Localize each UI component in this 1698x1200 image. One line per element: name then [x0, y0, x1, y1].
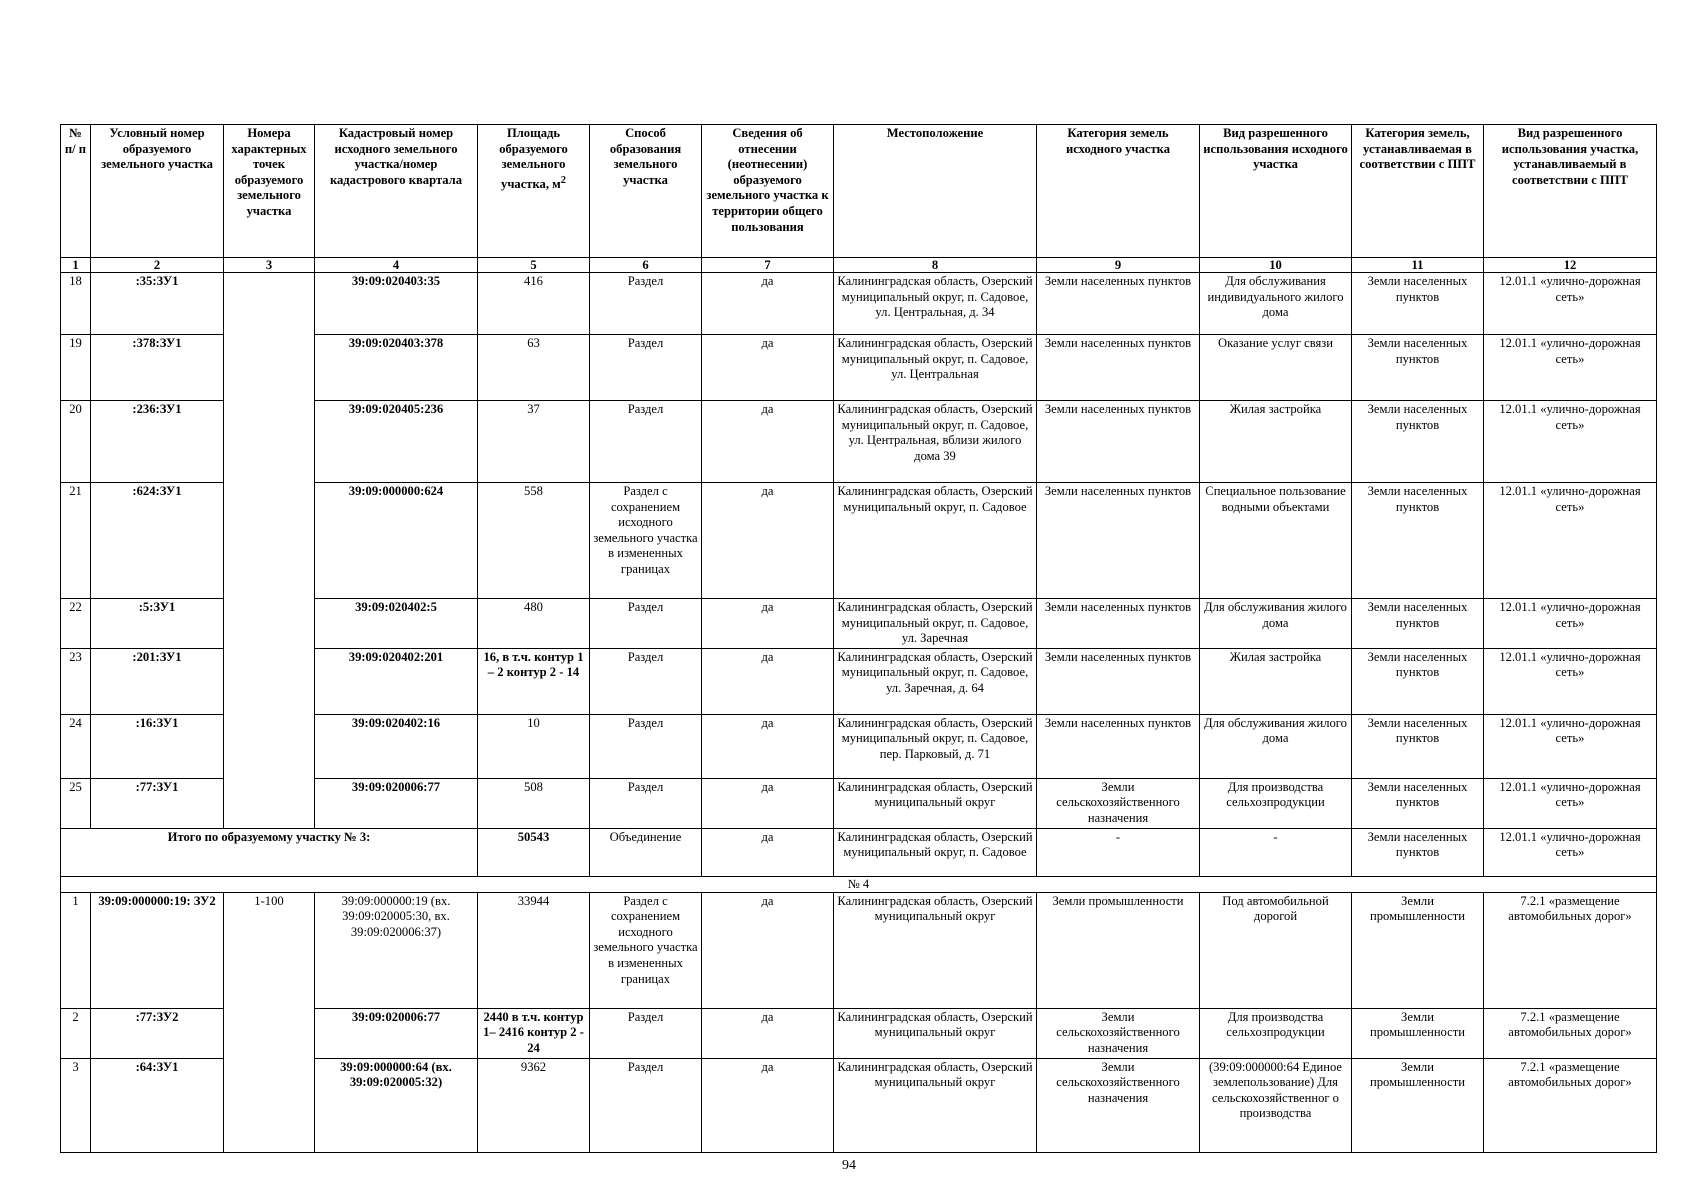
category-ppt: Земли промышленности — [1352, 1058, 1484, 1152]
header-cell: Способ образования земельного участка — [590, 125, 702, 258]
use-ppt: 12.01.1 «улично-дорожная сеть» — [1484, 778, 1657, 828]
category-source: Земли населенных пунктов — [1037, 273, 1200, 335]
conditional-number: :201:ЗУ1 — [91, 648, 224, 714]
area-value: 2440 в т.ч. контур 1– 2416 контур 2 - 24 — [478, 1008, 590, 1058]
use-ppt: 7.2.1 «размещение автомобильных дорог» — [1484, 892, 1657, 1008]
conditional-number: :624:ЗУ1 — [91, 483, 224, 599]
location: Калининградская область, Озерский муниципальный округ — [834, 778, 1037, 828]
total-location: Калининградская область, Озерский муниципальный округ, п. Садовое — [834, 828, 1037, 876]
use-source: Оказание услуг связи — [1200, 335, 1352, 401]
category-source: Земли населенных пунктов — [1037, 648, 1200, 714]
conditional-number: :5:ЗУ1 — [91, 599, 224, 649]
header-cell: Кадастровый номер исходного земельного участка/номер кадастрового квартала — [315, 125, 478, 258]
total-row — [61, 828, 1657, 876]
use-source: Для производства сельхозпродукции — [1200, 778, 1352, 828]
row-number: 19 — [61, 335, 91, 401]
cadastral-number: 39:09:020402:201 — [315, 648, 478, 714]
header-cell: Вид разрешенного использования участка, устанавливаемый в соответствии с ППТ — [1484, 125, 1657, 258]
location: Калининградская область, Озерский муниципальный округ — [834, 892, 1037, 1008]
column-number: 6 — [590, 258, 702, 273]
column-number: 2 — [91, 258, 224, 273]
area-value: 16, в т.ч. контур 1 – 2 контур 2 - 14 — [478, 648, 590, 714]
total-public: да — [702, 828, 834, 876]
public-use-flag: да — [702, 648, 834, 714]
land-plots-table — [60, 124, 1657, 1153]
column-number: 7 — [702, 258, 834, 273]
column-number: 11 — [1352, 258, 1484, 273]
conditional-number: :77:ЗУ1 — [91, 778, 224, 828]
header-cell: № п/ п — [61, 125, 91, 258]
header-cell: Категория земель исходного участка — [1037, 125, 1200, 258]
row-number: 18 — [61, 273, 91, 335]
formation-method: Раздел — [590, 778, 702, 828]
category-source: Земли промышленности — [1037, 892, 1200, 1008]
use-source: Для обслуживания жилого дома — [1200, 714, 1352, 778]
category-ppt: Земли населенных пунктов — [1352, 401, 1484, 483]
formation-method: Раздел — [590, 335, 702, 401]
column-number-row — [61, 258, 1657, 273]
formation-method: Раздел с сохранением исходного земельного участка в измененных границах — [590, 483, 702, 599]
location: Калининградская область, Озерский муниципальный округ, п. Садовое, пер. Парковый, д. 71 — [834, 714, 1037, 778]
total-category-source: - — [1037, 828, 1200, 876]
use-source: Специальное пользование водными объектами — [1200, 483, 1352, 599]
column-number: 3 — [224, 258, 315, 273]
section-3-total — [61, 828, 1657, 892]
total-category-ppt: Земли населенных пунктов — [1352, 828, 1484, 876]
cadastral-number: 39:09:000000:64 (вх. 39:09:020005:32) — [315, 1058, 478, 1152]
conditional-number: :16:ЗУ1 — [91, 714, 224, 778]
header-cell: Местоположение — [834, 125, 1037, 258]
section-4-heading: № 4 — [61, 876, 1657, 892]
category-source: Земли населенных пунктов — [1037, 483, 1200, 599]
formation-method: Раздел с сохранением исходного земельного участка в измененных границах — [590, 892, 702, 1008]
row-number: 25 — [61, 778, 91, 828]
column-number: 5 — [478, 258, 590, 273]
use-source: Жилая застройка — [1200, 648, 1352, 714]
use-source: Под автомобильной дорогой — [1200, 892, 1352, 1008]
conditional-number: :35:ЗУ1 — [91, 273, 224, 335]
total-method: Объединение — [590, 828, 702, 876]
use-source: Жилая застройка — [1200, 401, 1352, 483]
header-cell: Номера характерных точек образуемого земельного участка — [224, 125, 315, 258]
total-area: 50543 — [478, 828, 590, 876]
location: Калининградская область, Озерский муниципальный округ, п. Садовое, ул. Центральная, вблизи жилого дома 39 — [834, 401, 1037, 483]
cadastral-number: 39:09:020403:35 — [315, 273, 478, 335]
location: Калининградская область, Озерский муниципальный округ, п. Садовое, ул. Центральная — [834, 335, 1037, 401]
column-number: 9 — [1037, 258, 1200, 273]
category-source: Земли населенных пунктов — [1037, 714, 1200, 778]
header-cell: Площадь образуемого земельного участка, $м^2$ — [478, 125, 590, 258]
category-source: Земли сельскохозяйственного назначения — [1037, 778, 1200, 828]
formation-method: Раздел — [590, 599, 702, 649]
use-ppt: 12.01.1 «улично-дорожная сеть» — [1484, 714, 1657, 778]
area-value: 37 — [478, 401, 590, 483]
location: Калининградская область, Озерский муниципальный округ, п. Садовое, ул. Центральная, д. 34 — [834, 273, 1037, 335]
page-number: 94 — [842, 1158, 856, 1173]
total-use-source: - — [1200, 828, 1352, 876]
public-use-flag: да — [702, 401, 834, 483]
use-ppt: 12.01.1 «улично-дорожная сеть» — [1484, 483, 1657, 599]
column-number: 8 — [834, 258, 1037, 273]
table-row — [61, 273, 1657, 335]
cadastral-number: 39:09:020006:77 — [315, 1008, 478, 1058]
use-ppt: 7.2.1 «размещение автомобильных дорог» — [1484, 1058, 1657, 1152]
column-number: 4 — [315, 258, 478, 273]
public-use-flag: да — [702, 892, 834, 1008]
location: Калининградская область, Озерский муниципальный округ, п. Садовое — [834, 483, 1037, 599]
use-ppt: 7.2.1 «размещение автомобильных дорог» — [1484, 1008, 1657, 1058]
points-cell — [224, 273, 315, 829]
location: Калининградская область, Озерский муниципальный округ, п. Садовое, ул. Заречная, д. 64 — [834, 648, 1037, 714]
category-source: Земли сельскохозяйственного назначения — [1037, 1008, 1200, 1058]
row-number: 22 — [61, 599, 91, 649]
section-3-rows — [61, 273, 1657, 829]
area-value: 480 — [478, 599, 590, 649]
cadastral-number: 39:09:000000:19 (вх. 39:09:020005:30, вх. 39:09:020006:37) — [315, 892, 478, 1008]
column-number: 12 — [1484, 258, 1657, 273]
use-source: Для обслуживания жилого дома — [1200, 599, 1352, 649]
row-number: 23 — [61, 648, 91, 714]
formation-method: Раздел — [590, 648, 702, 714]
cadastral-number: 39:09:020405:236 — [315, 401, 478, 483]
column-number: 1 — [61, 258, 91, 273]
public-use-flag: да — [702, 1058, 834, 1152]
public-use-flag: да — [702, 483, 834, 599]
row-number: 3 — [61, 1058, 91, 1152]
section-4-rows — [61, 892, 1657, 1152]
area-value: 558 — [478, 483, 590, 599]
public-use-flag: да — [702, 599, 834, 649]
cadastral-number: 39:09:020006:77 — [315, 778, 478, 828]
area-value: 9362 — [478, 1058, 590, 1152]
category-ppt: Земли промышленности — [1352, 1008, 1484, 1058]
conditional-number: 39:09:000000:19: ЗУ2 — [91, 892, 224, 1008]
section-heading-row — [61, 876, 1657, 892]
formation-method: Раздел — [590, 714, 702, 778]
header-row — [61, 125, 1657, 258]
header-cell: Вид разрешенного использования исходного участка — [1200, 125, 1352, 258]
row-number: 21 — [61, 483, 91, 599]
category-ppt: Земли промышленности — [1352, 892, 1484, 1008]
category-source: Земли населенных пунктов — [1037, 401, 1200, 483]
public-use-flag: да — [702, 273, 834, 335]
conditional-number: :77:ЗУ2 — [91, 1008, 224, 1058]
row-number: 20 — [61, 401, 91, 483]
public-use-flag: да — [702, 335, 834, 401]
category-source: Земли населенных пунктов — [1037, 335, 1200, 401]
location: Калининградская область, Озерский муниципальный округ, п. Садовое, ул. Заречная — [834, 599, 1037, 649]
conditional-number: :378:ЗУ1 — [91, 335, 224, 401]
formation-method: Раздел — [590, 273, 702, 335]
row-number: 2 — [61, 1008, 91, 1058]
column-number: 10 — [1200, 258, 1352, 273]
total-use-ppt: 12.01.1 «улично-дорожная сеть» — [1484, 828, 1657, 876]
area-value: 508 — [478, 778, 590, 828]
conditional-number: :64:ЗУ1 — [91, 1058, 224, 1152]
use-ppt: 12.01.1 «улично-дорожная сеть» — [1484, 335, 1657, 401]
table-row — [61, 892, 1657, 1008]
formation-method: Раздел — [590, 401, 702, 483]
category-ppt: Земли населенных пунктов — [1352, 335, 1484, 401]
category-ppt: Земли населенных пунктов — [1352, 483, 1484, 599]
area-value: 10 — [478, 714, 590, 778]
use-ppt: 12.01.1 «улично-дорожная сеть» — [1484, 273, 1657, 335]
cadastral-number: 39:09:020402:5 — [315, 599, 478, 649]
category-ppt: Земли населенных пунктов — [1352, 599, 1484, 649]
cadastral-number: 39:09:000000:624 — [315, 483, 478, 599]
category-source: Земли сельскохозяйственного назначения — [1037, 1058, 1200, 1152]
area-value: 63 — [478, 335, 590, 401]
formation-method: Раздел — [590, 1008, 702, 1058]
cadastral-number: 39:09:020402:16 — [315, 714, 478, 778]
public-use-flag: да — [702, 778, 834, 828]
public-use-flag: да — [702, 1008, 834, 1058]
points-cell: 1-100 — [224, 892, 315, 1152]
formation-method: Раздел — [590, 1058, 702, 1152]
use-ppt: 12.01.1 «улично-дорожная сеть» — [1484, 599, 1657, 649]
category-ppt: Земли населенных пунктов — [1352, 648, 1484, 714]
conditional-number: :236:ЗУ1 — [91, 401, 224, 483]
use-source: Для обслуживания индивидуального жилого дома — [1200, 273, 1352, 335]
header-cell: Категория земель, устанавливаемая в соответствии с ППТ — [1352, 125, 1484, 258]
total-label: Итого по образуемому участку № 3: — [61, 828, 478, 876]
public-use-flag: да — [702, 714, 834, 778]
area-value: 416 — [478, 273, 590, 335]
area-value: 33944 — [478, 892, 590, 1008]
location: Калининградская область, Озерский муниципальный округ — [834, 1058, 1037, 1152]
use-source: (39:09:000000:64 Единое землепользование) Для сельскохозяйственног о производства — [1200, 1058, 1352, 1152]
header-cell: Условный номер образуемого земельного участка — [91, 125, 224, 258]
category-ppt: Земли населенных пунктов — [1352, 778, 1484, 828]
category-ppt: Земли населенных пунктов — [1352, 273, 1484, 335]
category-source: Земли населенных пунктов — [1037, 599, 1200, 649]
category-ppt: Земли населенных пунктов — [1352, 714, 1484, 778]
row-number: 24 — [61, 714, 91, 778]
header-cell: Сведения об отнесении (неотнесении) образуемого земельного участка к территории общего пользования — [702, 125, 834, 258]
use-ppt: 12.01.1 «улично-дорожная сеть» — [1484, 648, 1657, 714]
use-ppt: 12.01.1 «улично-дорожная сеть» — [1484, 401, 1657, 483]
use-source: Для производства сельхозпродукции — [1200, 1008, 1352, 1058]
location: Калининградская область, Озерский муниципальный округ — [834, 1008, 1037, 1058]
row-number: 1 — [61, 892, 91, 1008]
cadastral-number: 39:09:020403:378 — [315, 335, 478, 401]
